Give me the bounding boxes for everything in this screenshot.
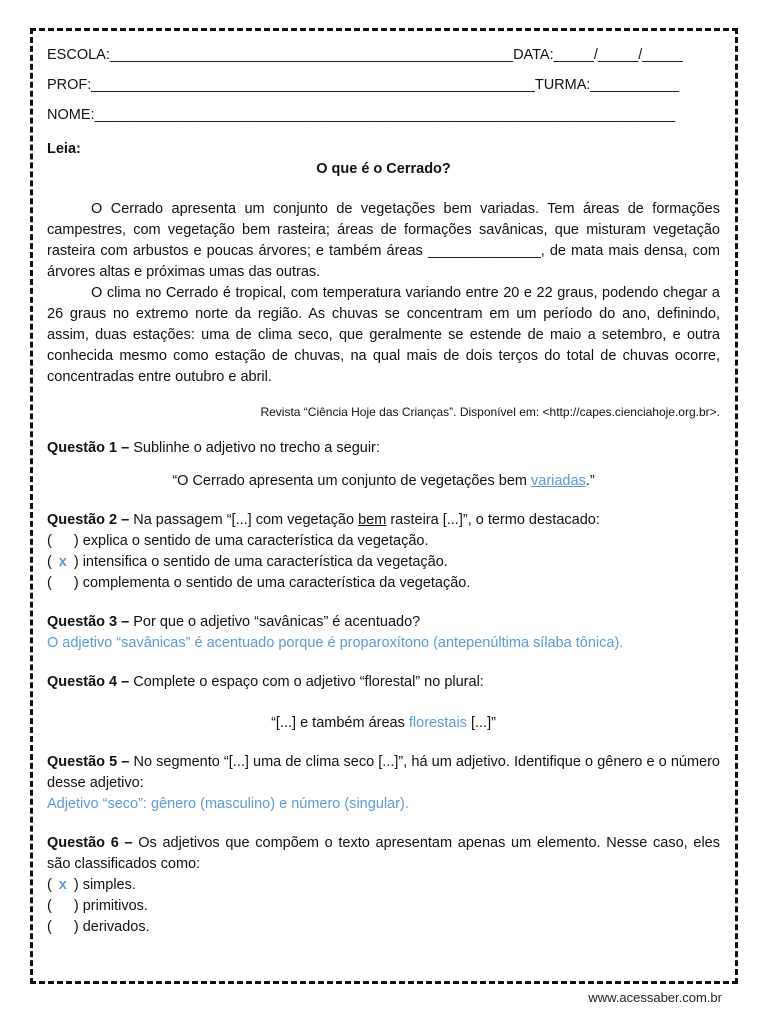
- read-label: Leia:: [47, 141, 81, 157]
- question-2-option-1: ( ) explica o sentido de uma característica da vegetação.: [47, 533, 429, 549]
- header-nome-line: NOME:________________________________________________________________________: [47, 107, 676, 123]
- question-2-text: Na passagem “[...] com vegetação: [129, 512, 359, 528]
- option-text: derivados.: [82, 919, 150, 935]
- option-mark: x: [58, 554, 67, 570]
- question-2-text-end: rasteira [...]”, o termo destacado:: [386, 512, 600, 528]
- question-6-label: Questão 6 –: [47, 835, 133, 851]
- question-6: [47, 833, 720, 875]
- paragraph-1: O Cerrado apresenta um conjunto de vegetações bem variadas. Tem áreas de formações campestres, com vegetação bem rasteira; áreas de formações savânicas, que misturam vegetação rasteira com arbustos e poucas árvores; e também áreas ______________, de mata mais densa, com árvores altas e próximas umas das outras.: [47, 201, 720, 280]
- question-1-quote: [47, 471, 720, 492]
- option-text: intensifica o sentido de uma característica da vegetação.: [82, 554, 448, 570]
- question-6-option-2: ( ) primitivos.: [47, 898, 148, 914]
- question-5-text: No segmento “[...] uma de clima seco [...]”, há um adjetivo. Identifique o gênero e o número desse adjetivo:: [47, 754, 720, 791]
- question-6-option-1: ( x ) simples.: [47, 875, 720, 896]
- question-1: [47, 438, 720, 459]
- question-6-text: Os adjetivos que compõem o texto apresentam apenas um elemento. Nesse caso, eles são classificados como:: [47, 835, 720, 872]
- source-citation: Revista “Ciência Hoje das Crianças”. Disponível em: <http://capes.cienciahoje.org.br>.: [260, 405, 720, 419]
- question-2-label: Questão 2 –: [47, 512, 130, 528]
- question-4-text: Complete o espaço com o adjetivo “florestal” no plural:: [129, 674, 484, 690]
- option-text: simples.: [82, 877, 136, 893]
- option-text: explica o sentido de uma característica da vegetação.: [82, 533, 429, 549]
- question-4-quote: [47, 713, 720, 734]
- question-3-answer: O adjetivo “savânicas” é acentuado porque é proparoxítono (antepenúltima sílaba tônica).: [47, 635, 624, 651]
- option-mark: x: [58, 877, 67, 893]
- quote-end: [...]”: [466, 715, 496, 731]
- question-4: [47, 672, 720, 693]
- question-2-option-3: ( ) complementa o sentido de uma característica da vegetação.: [47, 575, 471, 591]
- question-3-text: Por que o adjetivo “savânicas” é acentuado?: [129, 614, 421, 630]
- question-3-label: Questão 3 –: [47, 614, 130, 630]
- worksheet-content: [47, 40, 720, 938]
- header-escola-line: ESCOLA:__________________________________________________DATA:_____/_____/_____: [47, 47, 683, 63]
- paragraph-2: O clima no Cerrado é tropical, com temperatura variando entre 20 e 22 graus, podendo chegar a 26 graus no extremo norte da região. As chuvas se concentram em um período do ano, definindo, assim, duas estações: uma de clima seco, que geralmente se estende de maio a setembro, e outra conhecida mesmo como estação de chuvas, na qual mais de dois terços do total de chuvas ocorre, concentradas entre outubro e abril.: [47, 285, 720, 385]
- option-text: primitivos.: [82, 898, 148, 914]
- question-5: [47, 752, 720, 794]
- question-1-text: Sublinhe o adjetivo no trecho a seguir:: [129, 440, 380, 456]
- question-2-option-2: ( x ) intensifica o sentido de uma característica da vegetação.: [47, 552, 720, 573]
- question-6-option-3: ( ) derivados.: [47, 919, 150, 935]
- question-5-answer: Adjetivo “seco”: gênero (masculino) e número (singular).: [47, 796, 409, 812]
- option-text: complementa o sentido de uma característica da vegetação.: [82, 575, 471, 591]
- question-1-label: Questão 1 –: [47, 440, 130, 456]
- header-prof-line: PROF:_______________________________________________________TURMA:___________: [47, 77, 680, 93]
- text-title: O que é o Cerrado?: [316, 161, 451, 177]
- quote-text: “O Cerrado apresenta um conjunto de vegetações bem: [172, 473, 531, 489]
- question-1-answer: variadas: [531, 473, 586, 489]
- question-4-answer: florestais: [408, 715, 467, 731]
- footer-website: www.acessaber.com.br: [588, 990, 722, 1005]
- question-5-label: Questão 5 –: [47, 754, 130, 770]
- quote-end: .”: [585, 473, 595, 489]
- question-2: [47, 510, 720, 531]
- highlighted-term: bem: [358, 512, 387, 528]
- quote-text: “[...] e também áreas: [271, 715, 409, 731]
- question-3: [47, 612, 720, 633]
- question-4-label: Questão 4 –: [47, 674, 130, 690]
